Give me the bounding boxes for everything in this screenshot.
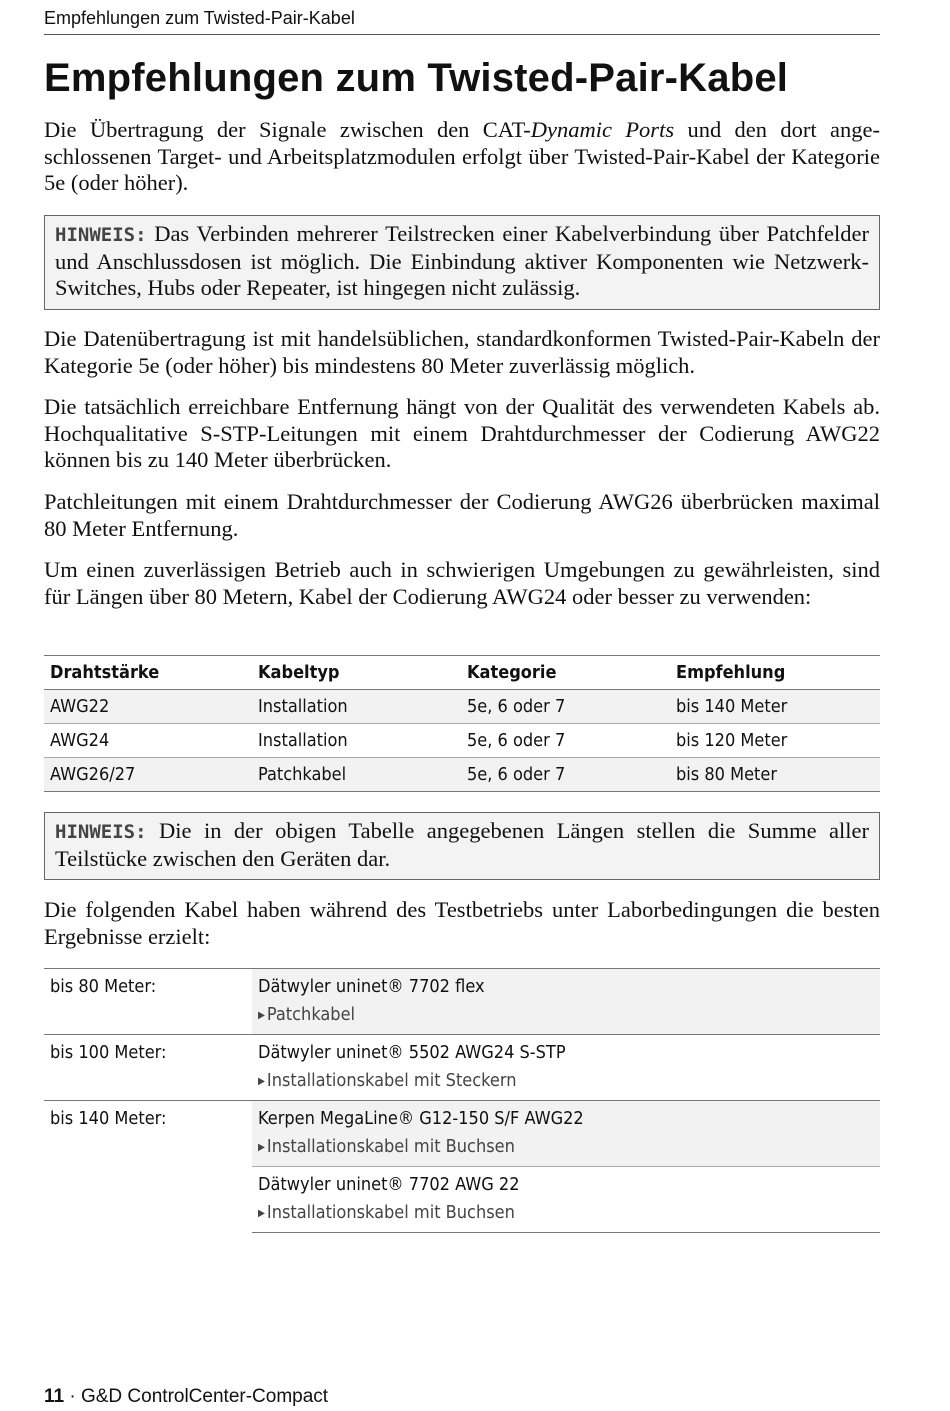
table-cell: bis 80 Meter	[670, 758, 880, 792]
table-cell: 5e, 6 oder 7	[461, 690, 670, 724]
table-row	[44, 969, 880, 1035]
page-number: 11	[44, 1386, 65, 1407]
distance-label: bis 80 Meter:	[44, 969, 252, 1035]
note-label: HINWEIS:	[55, 224, 147, 246]
bullet-arrow-icon: ▶	[258, 1010, 265, 1021]
paragraph-test-results: Die folgenden Kabel haben während des Testbetriebs unter Laborbedingungen die besten Ergebnisse erzielt:	[44, 897, 880, 949]
intro-text-start: Die Übertragung der Signale zwischen den CAT-	[44, 117, 531, 142]
page-footer	[44, 1386, 328, 1408]
table-cell: AWG24	[44, 724, 252, 758]
table-cell: Installation	[252, 724, 461, 758]
cable-product: Dätwyler uninet® 7702 flex	[258, 976, 485, 997]
table-row	[44, 1101, 880, 1167]
column-header: Empfehlung	[670, 656, 880, 690]
intro-italic-term: Dynamic Ports	[530, 117, 675, 142]
paragraph-data-transfer: Die Datenübertragung ist mit handelsüblichen, standardkonformen Twisted-Pair-Kabeln der Kategorie 5e (oder höher) bis mindestens 80 Meter zuverlässig möglich.	[44, 326, 880, 378]
table-row	[44, 724, 880, 758]
column-header: Kategorie	[461, 656, 670, 690]
note-text: Das Verbinden mehrerer Teilstrecken einer Kabelverbindung über Patchfelder und Anschlussdosen ist möglich. Die Einbindung aktiver Komponenten wie Netzwerk-Switches, Hubs oder Repeater, ist hingegen nicht zulässig.	[55, 221, 869, 300]
footer-product-name: G&D ControlCenter-Compact	[80, 1386, 329, 1407]
cable-type-label: Patchkabel	[266, 1004, 356, 1025]
table-cell: 5e, 6 oder 7	[461, 758, 670, 792]
cable-type-label: Installationskabel mit Steckern	[266, 1070, 517, 1091]
spec-table-header	[44, 656, 880, 690]
cable-type	[258, 1001, 874, 1030]
table-cell: bis 140 Meter	[670, 690, 880, 724]
running-header: Empfehlungen zum Twisted-Pair-Kabel	[44, 8, 880, 35]
table-cell: 5e, 6 oder 7	[461, 724, 670, 758]
bullet-arrow-icon: ▶	[258, 1142, 265, 1153]
spec-table-wrapper	[44, 655, 880, 792]
table-cell: Installation	[252, 690, 461, 724]
cable-entry	[252, 1167, 880, 1233]
paragraph-reliable-operation: Um einen zuverlässigen Betrieb auch in schwierigen Umgebungen zu gewährleisten, sind für Längen über 80 Metern, Kabel der Codierung AWG24 oder besser zu verwenden:	[44, 557, 880, 609]
footer-separator: ·	[64, 1386, 81, 1407]
column-header: Kabeltyp	[252, 656, 461, 690]
distance-label: bis 100 Meter:	[44, 1035, 252, 1101]
cable-product: Dätwyler uninet® 7702 AWG 22	[258, 1174, 520, 1195]
cable-type	[258, 1133, 874, 1162]
table-row	[44, 1035, 880, 1101]
note-label: HINWEIS:	[55, 821, 147, 843]
table-cell: AWG22	[44, 690, 252, 724]
intro-text-end: und den dort angeschlossenen Target- und Arbeitsplatzmodulen erfolgt über Twisted-Pair-Kabel der Kategorie 5e (oder höher).	[44, 117, 880, 195]
bullet-arrow-icon: ▶	[258, 1208, 265, 1219]
cable-entry	[252, 969, 880, 1035]
intro-paragraph	[44, 117, 880, 197]
table-cell: AWG26/27	[44, 758, 252, 792]
paragraph-patch-cables: Patchleitungen mit einem Drahtdurchmesser der Codierung AWG26 überbrücken maximal 80 Meter Entfernung.	[44, 489, 880, 541]
spec-table	[44, 655, 880, 792]
cable-type	[258, 1067, 874, 1096]
cable-type-label: Installationskabel mit Buchsen	[266, 1136, 515, 1157]
distance-label: bis 140 Meter:	[44, 1101, 252, 1233]
table-row	[44, 690, 880, 724]
note-box-2	[44, 812, 880, 880]
page-title: Empfehlungen zum Twisted-Pair-Kabel	[44, 56, 789, 100]
cable-type	[258, 1199, 874, 1228]
cable-entry	[252, 1101, 880, 1167]
cable-table	[44, 968, 880, 1233]
cable-table-wrapper	[44, 968, 880, 1233]
bullet-arrow-icon: ▶	[258, 1076, 265, 1087]
cable-product: Kerpen MegaLine® G12-150 S/F AWG22	[258, 1108, 584, 1129]
table-row	[44, 758, 880, 792]
cable-type-label: Installationskabel mit Buchsen	[266, 1202, 515, 1223]
cable-entry	[252, 1035, 880, 1101]
column-header: Drahtstärke	[44, 656, 252, 690]
table-cell: Patchkabel	[252, 758, 461, 792]
note-box-1	[44, 215, 880, 310]
note-text: Die in der obigen Tabelle angegebenen Längen stellen die Summe aller Teilstücke zwischen den Geräten dar.	[55, 818, 869, 871]
table-cell: bis 120 Meter	[670, 724, 880, 758]
cable-product: Dätwyler uninet® 5502 AWG24 S-STP	[258, 1042, 566, 1063]
paragraph-distance: Die tatsächlich erreichbare Entfernung hängt von der Qualität des verwendeten Kabels ab. Hochqualitative S-STP-Leitungen mit einem Drahtdurchmesser der Codierung AWG22 können bis zu 140 Meter überbrücken.	[44, 394, 880, 472]
